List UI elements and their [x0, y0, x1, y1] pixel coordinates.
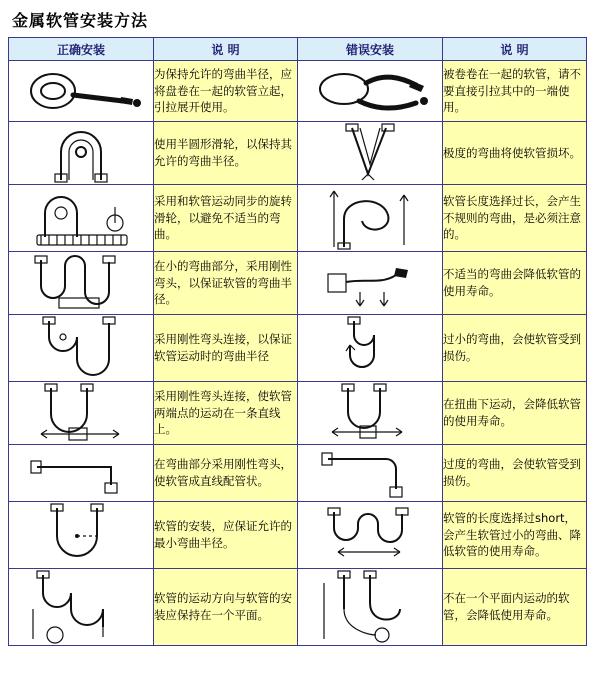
correct-description: 在弯曲部分采用刚性弯头，使软管成直线配管状。 — [154, 445, 298, 502]
wrong-description: 不适当的弯曲会降低软管的使用寿命。 — [443, 252, 587, 315]
hose-twisted-u-bend-icon — [298, 382, 443, 445]
table-row — [9, 382, 587, 445]
table-row — [9, 502, 587, 569]
installation-methods-table — [8, 37, 587, 646]
hose-u-bend-straight-ends-icon — [9, 382, 154, 445]
correct-description: 在小的弯曲部分，采用刚性弯头，以保证软管的弯曲半径。 — [154, 252, 298, 315]
wrong-description: 极度的弯曲将使软管损坏。 — [443, 122, 587, 185]
correct-description: 软管的安装，应保证允许的最小弯曲半径。 — [154, 502, 298, 569]
hose-motion-out-of-plane-icon — [298, 569, 443, 646]
hose-motion-same-plane-icon — [9, 569, 154, 646]
hose-irregular-loop-long-icon — [298, 185, 443, 252]
hose-rigid-elbow-small-bend-icon — [9, 252, 154, 315]
hose-too-small-bend-radius-icon — [298, 315, 443, 382]
hose-improper-tight-bend-arrows-icon — [298, 252, 443, 315]
hose-minimum-bend-radius-u-icon — [9, 502, 154, 569]
column-header-wrong-install: 错误安装 — [298, 38, 443, 61]
wrong-description: 过度的弯曲，会使软管受到损伤。 — [443, 445, 587, 502]
correct-description: 软管的运动方向与软管的安装应保持在一个平面。 — [154, 569, 298, 646]
hose-excessive-bend-L-icon — [298, 445, 443, 502]
correct-description: 采用刚性弯头连接，以保证软管运动时的弯曲半径 — [154, 315, 298, 382]
hose-over-semicircular-pulley-icon — [9, 122, 154, 185]
wrong-description: 软管的长度选择过short，会产生软管过小的弯曲、降低软管的使用寿命。 — [443, 502, 587, 569]
correct-description: 为保持允许的弯曲半径，应将盘卷在一起的软管立起，引拉展开使用。 — [154, 61, 298, 122]
column-header-correct-desc: 说 明 — [154, 38, 298, 61]
table-row — [9, 122, 587, 185]
hose-too-long-flat-u-icon — [298, 502, 443, 569]
correct-description: 使用半圆形滑轮，以保持其允许的弯曲半径。 — [154, 122, 298, 185]
table-row — [9, 61, 587, 122]
hose-straight-with-rigid-elbow-icon — [9, 445, 154, 502]
correct-description: 采用和软管运动同步的旋转滑轮，以避免不适当的弯曲。 — [154, 185, 298, 252]
wrong-description: 在扭曲下运动，会降低软管的使用寿命。 — [443, 382, 587, 445]
table-row — [9, 252, 587, 315]
column-header-wrong-desc: 说 明 — [443, 38, 587, 61]
coiled-hose-pulled-end-icon — [298, 61, 443, 122]
table-row — [9, 315, 587, 382]
wrong-description: 软管长度选择过长，会产生不规则的弯曲，是必须注意的。 — [443, 185, 587, 252]
column-header-correct-install: 正确安装 — [9, 38, 154, 61]
wrong-description: 不在一个平面内运动的软管，会降低使用寿命。 — [443, 569, 587, 646]
wrong-description: 被卷卷在一起的软管，请不要直接引拉其中的一端使用。 — [443, 61, 587, 122]
table-row — [9, 445, 587, 502]
page-title: 金属软管安装方法 — [12, 11, 149, 30]
coiled-hose-flat-coil-icon — [9, 61, 154, 122]
table-row — [9, 569, 587, 646]
wrong-description: 过小的弯曲，会使软管受到损伤。 — [443, 315, 587, 382]
hose-on-rotating-pulley-chain-icon — [9, 185, 154, 252]
hose-sharp-v-bend-icon — [298, 122, 443, 185]
table-header — [9, 38, 587, 61]
correct-description: 采用刚性弯头连接，使软管两端点的运动在一条直线上。 — [154, 382, 298, 445]
hose-rigid-elbow-u-loop-icon — [9, 315, 154, 382]
table-row — [9, 185, 587, 252]
